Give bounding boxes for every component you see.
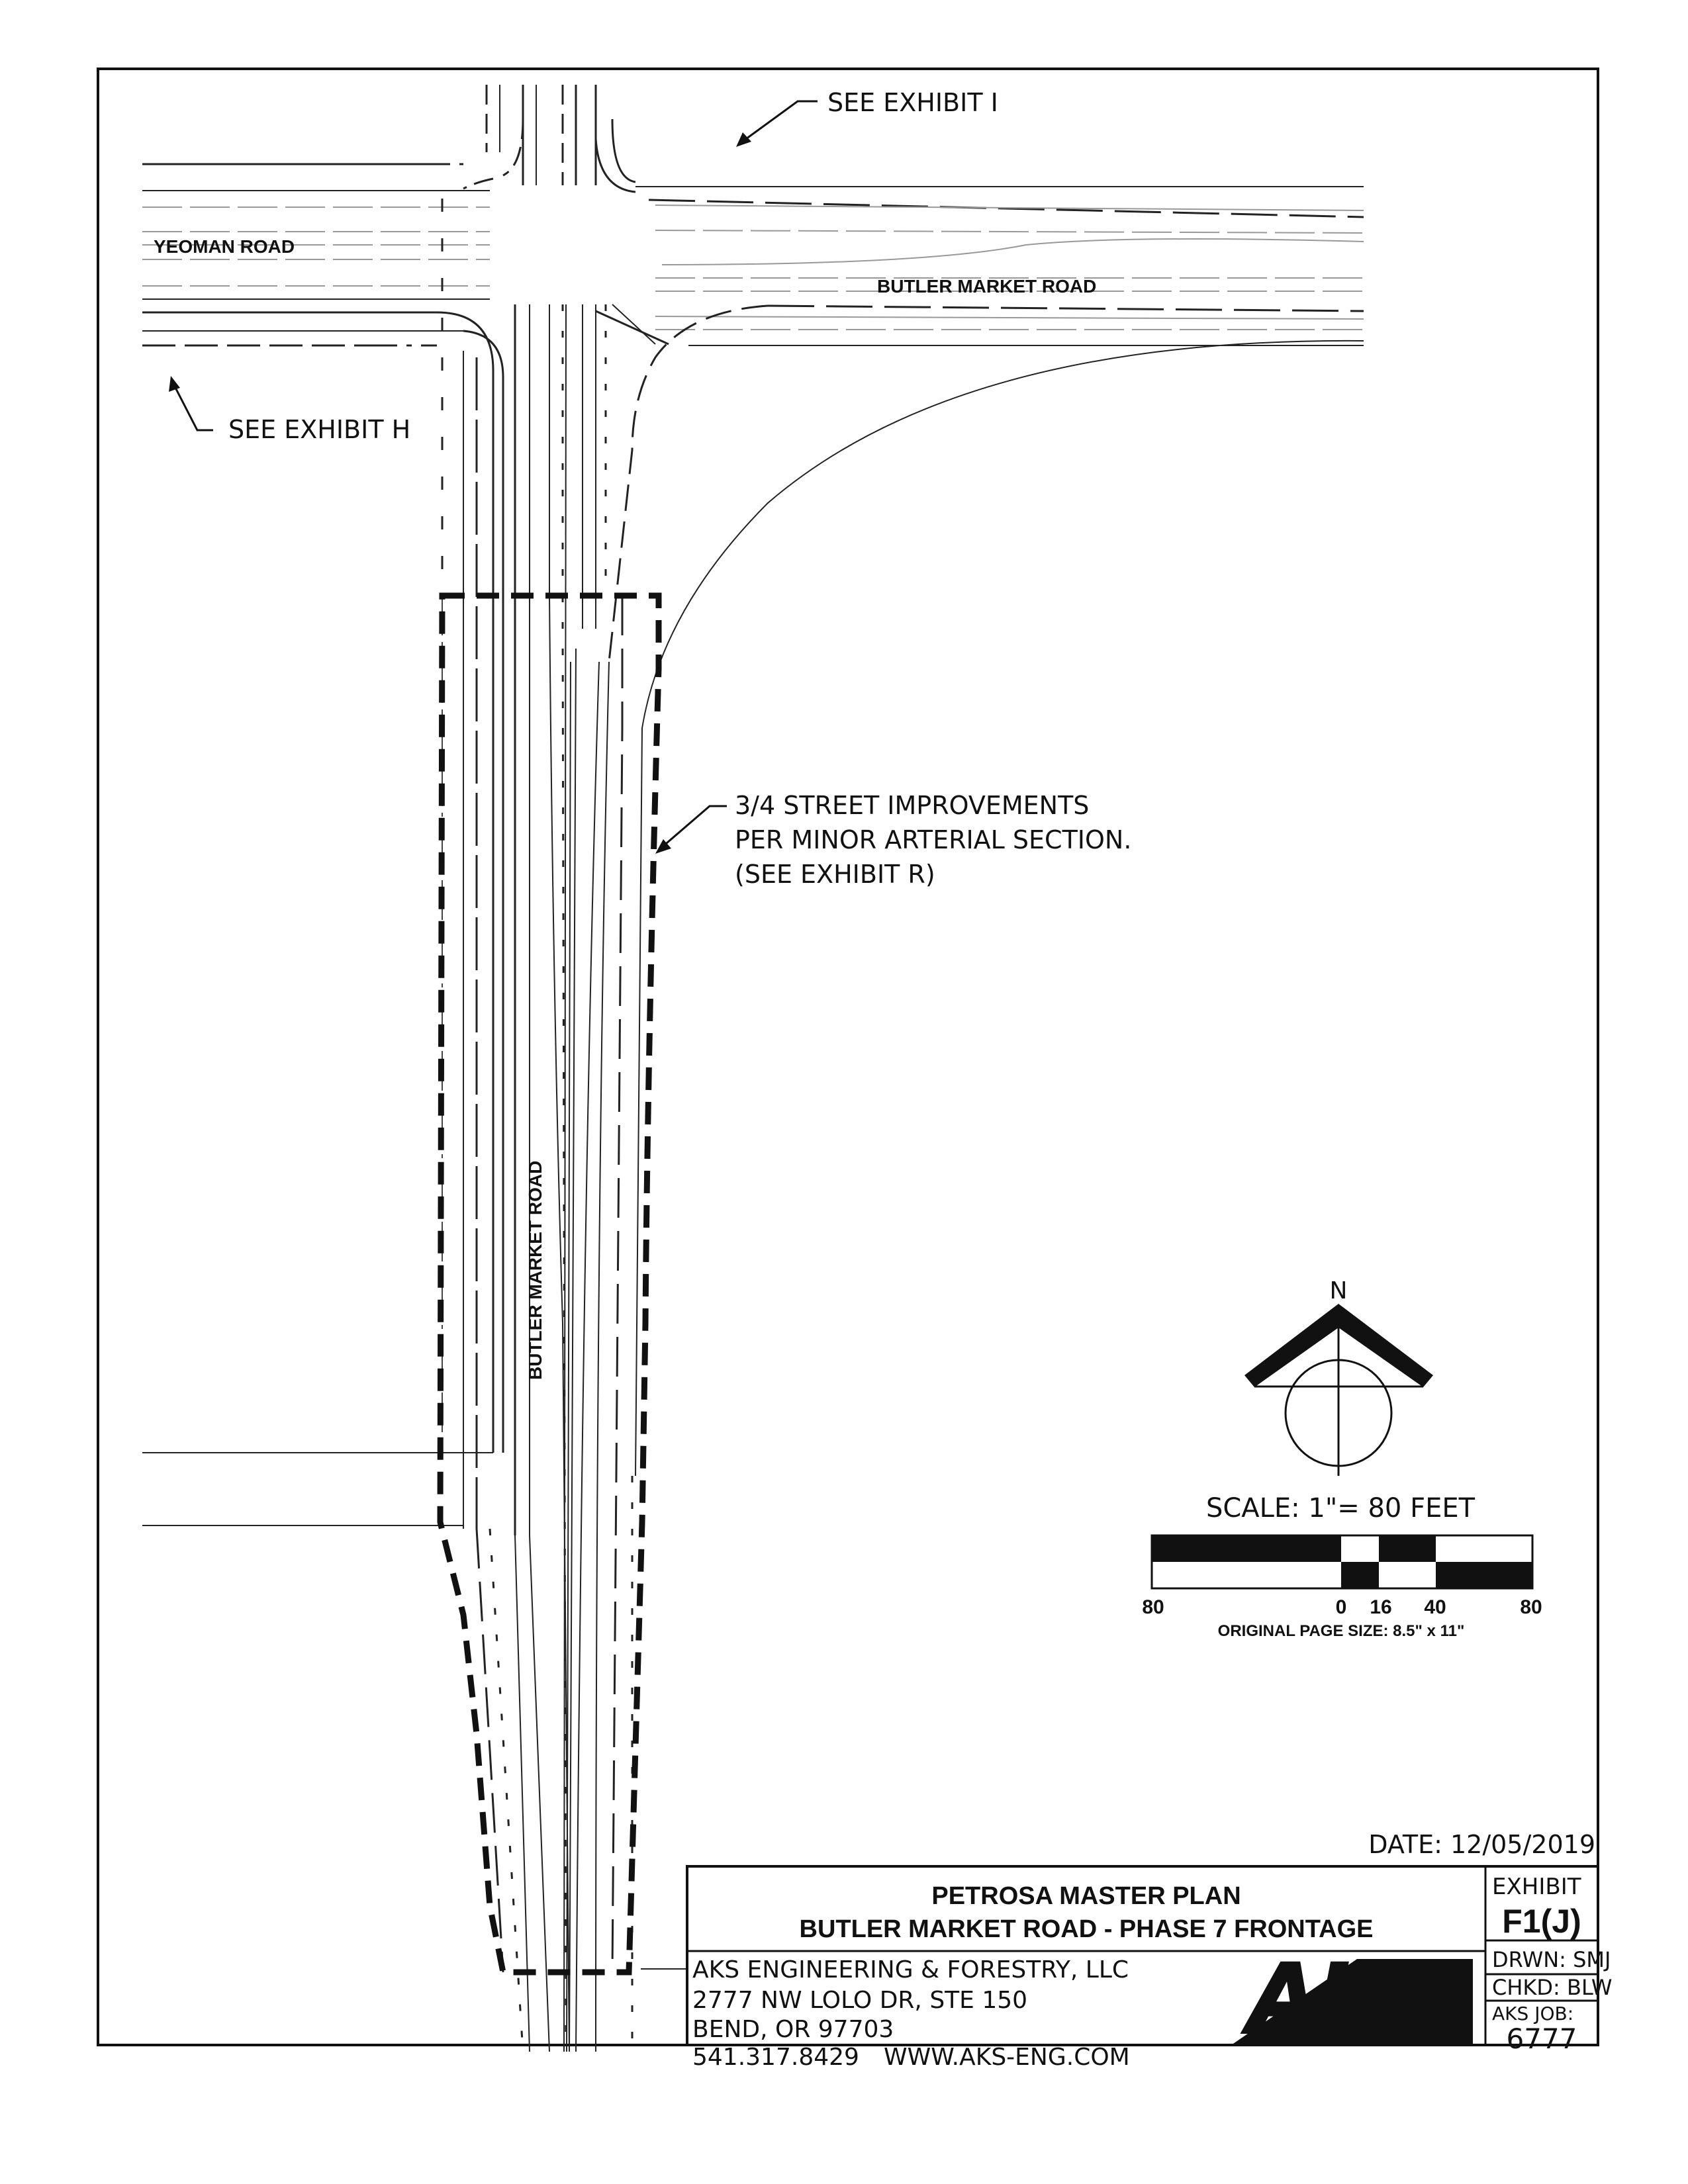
firm-phone: 541.317.8429 bbox=[692, 2044, 859, 2071]
date-label: DATE: 12/05/2019 bbox=[1368, 1830, 1595, 1859]
leader-street-improvements bbox=[655, 806, 727, 854]
checked-by: CHKD: BLW bbox=[1492, 1975, 1613, 2000]
sheet-border bbox=[98, 69, 1598, 2045]
leader-exhibit-i bbox=[736, 101, 818, 147]
aks-logo bbox=[1231, 1942, 1473, 2053]
scale-tick-16: 16 bbox=[1370, 1596, 1392, 1618]
yeoman-road-lines bbox=[142, 164, 503, 1453]
scale-bar bbox=[1142, 1493, 1542, 1640]
north-arrow-label: N bbox=[1329, 1277, 1348, 1304]
scale-tick-80-right: 80 bbox=[1520, 1596, 1542, 1618]
title-block bbox=[687, 1830, 1612, 2071]
scale-text: SCALE: 1"= 80 FEET bbox=[1205, 1493, 1476, 1524]
job-number: 6777 bbox=[1506, 2023, 1577, 2055]
firm-city: BEND, OR 97703 bbox=[692, 2016, 894, 2043]
see-exhibit-i-label: SEE EXHIBIT I bbox=[827, 88, 998, 117]
firm-website: WWW.AKS-ENG.COM bbox=[884, 2044, 1130, 2071]
yeoman-road-label: YEOMAN ROAD bbox=[154, 236, 295, 257]
butler-market-road-east-label: BUTLER MARKET ROAD bbox=[877, 276, 1097, 296]
project-title: PETROSA MASTER PLAN bbox=[931, 1882, 1241, 1910]
north-arrow bbox=[1244, 1277, 1433, 1476]
improvements-label-line3: (SEE EXHIBIT R) bbox=[735, 860, 935, 889]
original-page-size-note: ORIGINAL PAGE SIZE: 8.5" x 11" bbox=[1217, 1622, 1465, 1640]
road-linework bbox=[142, 85, 1364, 2052]
firm-address: 2777 NW LOLO DR, STE 150 bbox=[692, 1987, 1028, 2014]
exhibit-number: F1(J) bbox=[1502, 1903, 1581, 1940]
butler-vertical-lines bbox=[442, 199, 632, 2052]
job-label: AKS JOB: bbox=[1492, 2003, 1574, 2025]
aks-logo-text: AKS bbox=[1245, 1942, 1456, 2053]
scale-tick-80-left: 80 bbox=[1142, 1596, 1164, 1618]
improvements-label-line2: PER MINOR ARTERIAL SECTION. bbox=[735, 825, 1132, 854]
north-leg-lines bbox=[487, 85, 635, 192]
property-lines bbox=[142, 1453, 688, 1969]
leader-exhibit-h bbox=[169, 376, 213, 430]
scale-tick-40: 40 bbox=[1424, 1596, 1446, 1618]
butler-market-road-vertical-label: BUTLER MARKET ROAD bbox=[525, 1160, 545, 1380]
sheet-title: BUTLER MARKET ROAD - PHASE 7 FRONTAGE bbox=[799, 1915, 1374, 1943]
firm-name: AKS ENGINEERING & FORESTRY, LLC bbox=[692, 1956, 1129, 1983]
drawn-by: DRWN: SMJ bbox=[1492, 1947, 1611, 1972]
phase-7-frontage-boundary bbox=[440, 596, 659, 1972]
exhibit-label: EXHIBIT bbox=[1492, 1874, 1581, 1900]
see-exhibit-h-label: SEE EXHIBIT H bbox=[228, 415, 411, 444]
improvements-label-line1: 3/4 STREET IMPROVEMENTS bbox=[735, 791, 1090, 820]
scale-tick-0: 0 bbox=[1335, 1596, 1347, 1618]
